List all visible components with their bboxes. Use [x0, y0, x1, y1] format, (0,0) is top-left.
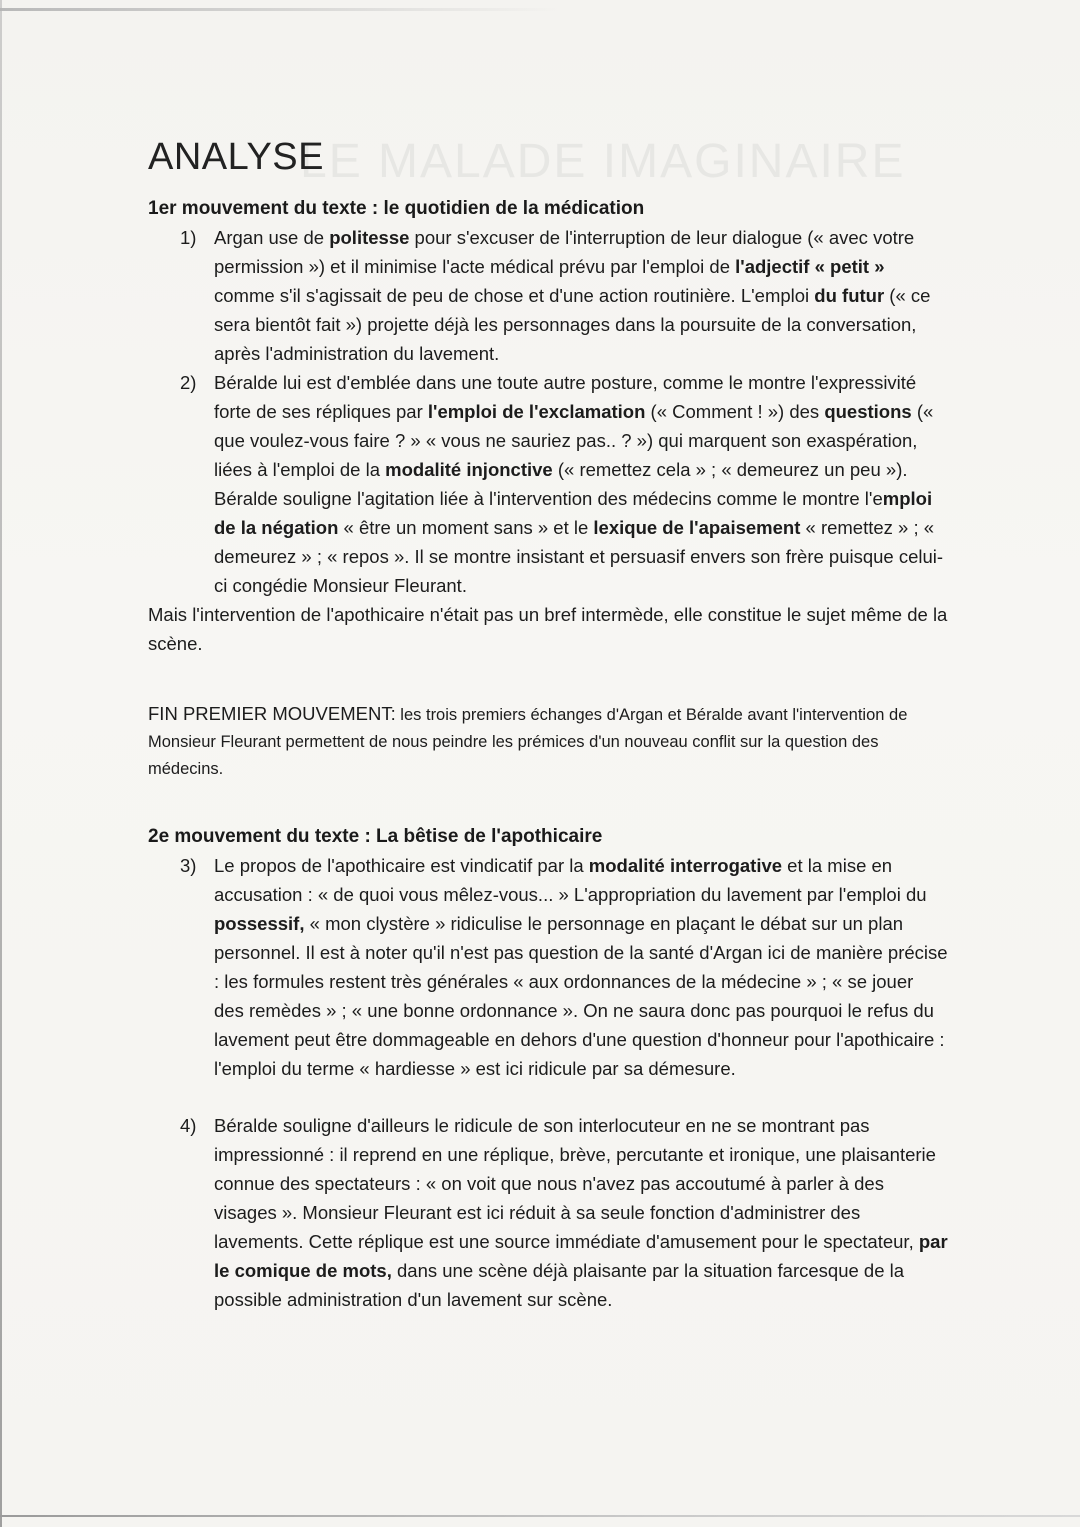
bold-run: politesse [329, 227, 410, 248]
text-run: Béralde souligne d'ailleurs le ridicule de son interlocuteur en ne se montrant pas impressionné : il reprend en une réplique, brève, percutante et ironique, une plaisanterie connue des spectateurs : « on voit que nous n'avez pas accoutumé à parler à des visages ». Monsieur Fleurant est ici réduit à sa seule fonction d'administrer des lavements. Cette réplique est une source immédiate d'amusement pour le spectateur, [214, 1115, 936, 1252]
text-run: dans une scène déjà plaisante par la situation farcesque de la possible administration d'un lavement sur scène. [214, 1260, 905, 1310]
section-1-heading: 1er mouvement du texte : le quotidien de la médication [148, 198, 645, 219]
section-2-list [148, 851, 948, 1314]
section-1-list [148, 223, 948, 600]
section-1-transition: Mais l'intervention de l'apothicaire n'était pas un bref intermède, elle constitue le sujet même de la scène. [148, 604, 948, 654]
bold-run: l'adjectif « petit » [735, 256, 885, 277]
bold-run: lexique de l'apaisement [593, 517, 801, 538]
bold-run: possessif, [214, 913, 305, 934]
section-1 [148, 195, 948, 658]
text-run: « être un moment sans » et le [338, 517, 594, 538]
section-2 [148, 823, 948, 1314]
bold-run: par le comique de mots, [214, 1231, 948, 1281]
text-run: comme s'il s'agissait de peu de chose et d'une action routinière. L'emploi [214, 285, 815, 306]
bleed-through-title: LE MALADE IMAGINAIRE [300, 135, 906, 188]
text-run: (« remettez cela » ; « demeurez un peu »). Béralde souligne l'agitation liée à l'intervention des médecins comme le montre l'e [214, 459, 908, 509]
bold-run: modalité interrogative [588, 855, 783, 876]
list-number: 2) [180, 372, 197, 393]
fin-premier-mouvement [148, 700, 948, 783]
text-run: (« Comment ! ») des [645, 401, 825, 422]
scan-edge-bottom [0, 1515, 1080, 1517]
section-2-heading: 2e mouvement du texte : La bêtise de l'apothicaire [148, 826, 603, 847]
text-run: « mon clystère » ridiculise le personnage en plaçant le débat sur un plan personnel. Il est à noter qu'il n'est pas question de la santé d'Argan ici de manière précise : les formules restent très générales « aux ordonnances de la médecine » ; « se jouer des remèdes » ; « une bonne ordonnance ». On ne saura donc pas pourquoi le refus du lavement peut être dommageable en dehors d'une question d'honneur pour l'apothicaire : l'emploi du terme « hardiesse » est ici ridicule par sa démesure. [214, 913, 948, 1079]
text-run: Argan use de [214, 227, 330, 248]
bold-run: mploi de la négation [214, 488, 933, 538]
text-run: et la mise en accusation : « de quoi vous mêlez-vous... » L'appropriation du lavement par l'emploi du [214, 855, 927, 905]
scan-edge-top [0, 8, 560, 11]
bold-run: l'emploi de l'exclamation [427, 401, 646, 422]
text-run: « remettez » ; « demeurez » ; « repos ». Il se montre insistant et persuasif envers son frère puisque celui-ci congédie Monsieur Fleurant. [214, 517, 944, 596]
bold-run: du futur [814, 285, 885, 306]
list-item-1 [148, 223, 948, 368]
document-body [148, 136, 948, 1314]
list-number: 4) [180, 1115, 197, 1136]
list-item-4 [148, 1111, 948, 1314]
bold-run: modalité injonctive [385, 459, 553, 480]
text-run: Le propos de l'apothicaire est vindicatif par la [214, 855, 589, 876]
bold-run: questions [824, 401, 912, 422]
list-number: 3) [180, 855, 197, 876]
list-item-2 [148, 368, 948, 600]
list-number: 1) [180, 227, 197, 248]
fin-text: les trois premiers échanges d'Argan et Béralde avant l'intervention de Monsieur Fleurant permettent de nous peindre les prémices d'un nouveau conflit sur la question des médecins. [148, 706, 908, 778]
list-item-3 [148, 851, 948, 1083]
text-run: Béralde lui est d'emblée dans une toute autre posture, comme le montre l'expressivité forte de ses répliques par [214, 372, 917, 422]
page-title: ANALYSE [148, 136, 324, 178]
text-run: pour s'excuser de l'interruption de leur dialogue (« avec votre permission ») et il minimise l'acte médical prévu par l'emploi de [214, 227, 915, 277]
scan-edge-left [0, 0, 2, 1527]
text-run: (« ce sera bientôt fait ») projette déjà les personnages dans la poursuite de la conversation, après l'administration du lavement. [214, 285, 931, 364]
fin-lead: FIN PREMIER MOUVEMENT: [148, 703, 396, 724]
text-run: (« que voulez-vous faire ? » « vous ne sauriez pas.. ? ») qui marquent son exaspération, liées à l'emploi de la [214, 401, 934, 480]
